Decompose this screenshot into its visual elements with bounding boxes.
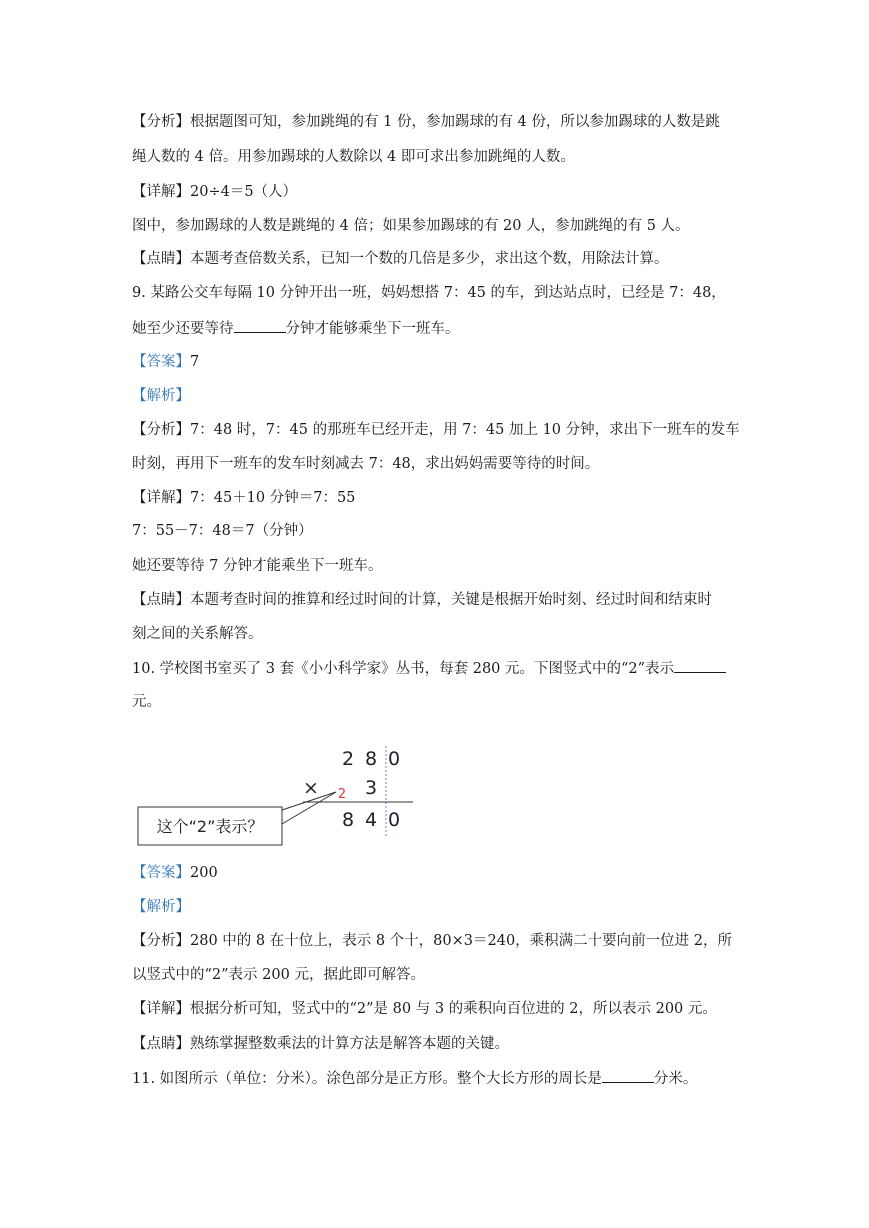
times-sign: × [303, 777, 319, 799]
answer-value: 200 [190, 865, 218, 881]
multiplication-figure [132, 738, 417, 850]
q8-analysis-line-2: 绳人数的 4 倍。用参加踢球的人数除以 4 即可求出参加跳绳的人数。 [132, 149, 575, 165]
digit-multiplier: 3 [364, 777, 378, 799]
q10-question-line-2: 元。 [132, 694, 161, 710]
analysis-tag: 【分析】 [132, 422, 190, 438]
analysis-tag: 【分析】 [132, 114, 190, 130]
q10-analysis-line-1 [132, 931, 732, 951]
comment-tag: 【点睛】 [132, 1036, 190, 1052]
digit-result-hundreds: 8 [341, 809, 355, 831]
answer-blank [674, 658, 726, 673]
detail-text: 20÷4＝5（人） [190, 184, 298, 200]
question-text-b: 分米。 [653, 1071, 698, 1087]
q9-question-line-2 [132, 318, 460, 339]
analysis-tag: 【分析】 [132, 933, 190, 949]
q8-detail-line-1 [132, 182, 297, 202]
comment-text: 本题考查时间的推算和经过时间的计算，关键是根据开始时刻、经过时间和结束时 [190, 592, 712, 608]
digit-result-ones: 0 [387, 809, 401, 831]
q11-question-line-1 [132, 1068, 697, 1089]
q10-jiexi-tag: 【解析】 [132, 899, 190, 915]
detail-tag: 【详解】 [132, 1001, 190, 1017]
q9-comment-line-2: 刻之间的关系解答。 [132, 626, 263, 642]
analysis-text: 7：48 时，7：45 的那班车已经开走，用 7：45 加上 10 分钟，求出下一班车的发车 [190, 422, 740, 438]
q8-analysis-line-1 [132, 112, 720, 132]
question-text-a: 她至少还要等待 [132, 321, 234, 337]
comment-text: 本题考查倍数关系，已知一个数的几倍是多少，求出这个数，用除法计算。 [190, 251, 669, 267]
q10-question-line-1 [132, 658, 726, 679]
answer-tag: 【答案】 [132, 354, 190, 370]
analysis-text: 根据题图可知，参加跳绳的有 1 份，参加踢球的有 4 份，所以参加踢球的人数是跳 [190, 114, 720, 130]
detail-text: 根据分析可知，竖式中的“2”是 80 与 3 的乘积向百位进的 2，所以表示 200 元。 [190, 1001, 717, 1017]
q9-analysis-line-2: 时刻，再用下一班车的发车时刻减去 7：48，求出妈妈需要等待的时间。 [132, 456, 600, 472]
carry-digit: 2 [337, 787, 347, 802]
answer-blank [234, 318, 286, 333]
q8-detail-line-2: 图中，参加踢球的人数是跳绳的 4 倍；如果参加踢球的有 20 人，参加跳绳的有 5 人。 [132, 218, 690, 234]
q10-comment-line-1 [132, 1034, 509, 1054]
digit-row1-tens: 8 [364, 748, 378, 770]
question-text-a: 11. 如图所示（单位：分米）。涂色部分是正方形。整个大长方形的周长是 [132, 1071, 602, 1087]
comment-text: 熟练掌握整数乘法的计算方法是解答本题的关键。 [190, 1036, 509, 1052]
q9-jiexi-tag: 【解析】 [132, 388, 190, 404]
q9-detail-line-2: 7：55－7：48＝7（分钟） [132, 523, 313, 539]
comment-tag: 【点睛】 [132, 251, 190, 267]
q9-detail-line-3: 她还要等待 7 分钟才能乘坐下一班车。 [132, 558, 383, 574]
detail-text: 7：45＋10 分钟＝7：55 [190, 490, 356, 506]
question-text: 10. 学校图书室买了 3 套《小小科学家》丛书，每套 280 元。下图竖式中的“2”表示 [132, 661, 675, 677]
answer-blank [602, 1068, 654, 1083]
q9-answer-line [132, 352, 199, 372]
q10-analysis-line-2: 以竖式中的“2”表示 200 元，据此即可解答。 [132, 967, 425, 983]
digit-result-tens: 4 [364, 809, 378, 831]
q9-question-line-1: 9. 某路公交车每隔 10 分钟开出一班，妈妈想搭 7：45 的车，到达站点时，已经是 7：48， [132, 285, 726, 301]
q8-comment-line-1 [132, 249, 669, 269]
detail-tag: 【详解】 [132, 490, 190, 506]
q9-analysis-line-1 [132, 420, 740, 440]
digit-row1-hundreds: 2 [341, 748, 355, 770]
detail-tag: 【详解】 [132, 184, 190, 200]
q10-answer-line [132, 863, 218, 883]
comment-tag: 【点睛】 [132, 592, 190, 608]
callout-text: 这个“2”表示？ [156, 817, 264, 836]
q9-detail-line-1 [132, 488, 355, 508]
analysis-text: 280 中的 8 在十位上，表示 8 个十，80×3＝240，乘积满二十要向前一位进 2，所 [190, 933, 733, 949]
digit-row1-ones: 0 [387, 748, 401, 770]
answer-tag: 【答案】 [132, 865, 190, 881]
q9-comment-line-1 [132, 590, 712, 610]
answer-value: 7 [190, 354, 200, 370]
question-text-b: 分钟才能够乘坐下一班车。 [285, 321, 460, 337]
q10-detail-line-1 [132, 999, 717, 1019]
